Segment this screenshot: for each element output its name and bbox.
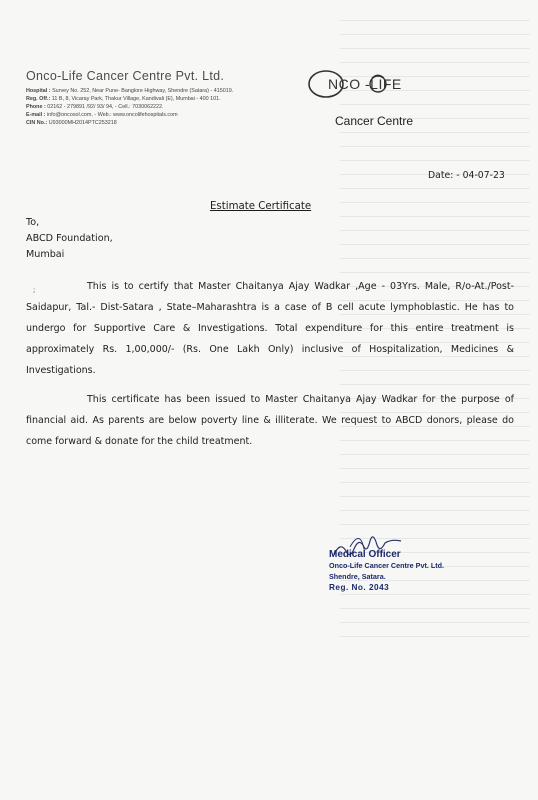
letterhead-office-line: Reg. Off.: 11 B, 8, Vicaray Park, Thakur Village, Kandivali (E), Mumbai - 400 101. — [26, 96, 221, 102]
stamp-place: Shendre, Satara. — [329, 571, 386, 581]
stamp-organization: Onco-Life Cancer Centre Pvt. Ltd. — [329, 561, 445, 570]
stamp-registration: Reg. No. 2043 — [329, 583, 390, 592]
recipient-city: Mumbai — [26, 249, 65, 260]
stray-mark: ; — [33, 286, 36, 294]
onco-life-logo — [300, 62, 450, 132]
logo-brand-text: NCO -LIFE — [328, 76, 402, 92]
certificate-date: Date: - 04-07-23 — [428, 170, 505, 181]
stamp-officer-title: Medical Officer — [329, 549, 401, 560]
recipient-name: ABCD Foundation, — [26, 233, 113, 244]
certificate-paragraph-2: This certificate has been issued to Master Chaitanya Ajay Wadkar for the purpose of financial aid. As parents are below poverty line & illiterate. We request to ABCD donors, please do come forward & donate for the child treatment. — [26, 394, 514, 447]
logo-tagline: Cancer Centre — [335, 114, 414, 128]
officer-stamp — [329, 548, 444, 594]
letterhead-phone-line: Phone : 02162 - 279891 /92/ 93/ 94, - Cell.: 7030062222. — [26, 104, 164, 110]
certificate-paragraph-1: This is to certify that Master Chaitanya Ajay Wadkar ,Age - 03Yrs. Male, R/o-At./Post- Saidapur, Tal.- Dist-Satara , State–Maharashtra is a case of B cell acute lymphoblastic. He has to undergo for Supportive Care & Investigations. Total expenditure for this entire treatment is approximately Rs. 1,00,000/- (Rs. One Lakh Only) inclusive of Hospitalization, Medicines & Investigations. — [26, 281, 514, 376]
letterhead-address-line: Hospital : Survey No. 252, Near Pune- Banglore Highway, Shendre (Satara) - 415019. — [26, 88, 234, 94]
letterhead-email-line: E-mail : info@oncosol.com, - Web.: www.oncolifehospitals.com — [26, 112, 178, 118]
letterhead-cin-line: CIN No.: U93000MH2014PTC253218 — [26, 120, 117, 126]
letterhead-company-name: Onco-Life Cancer Centre Pvt. Ltd. — [26, 69, 225, 83]
recipient-to: To, — [26, 217, 40, 228]
certificate-title: Estimate Certificate — [210, 201, 312, 212]
